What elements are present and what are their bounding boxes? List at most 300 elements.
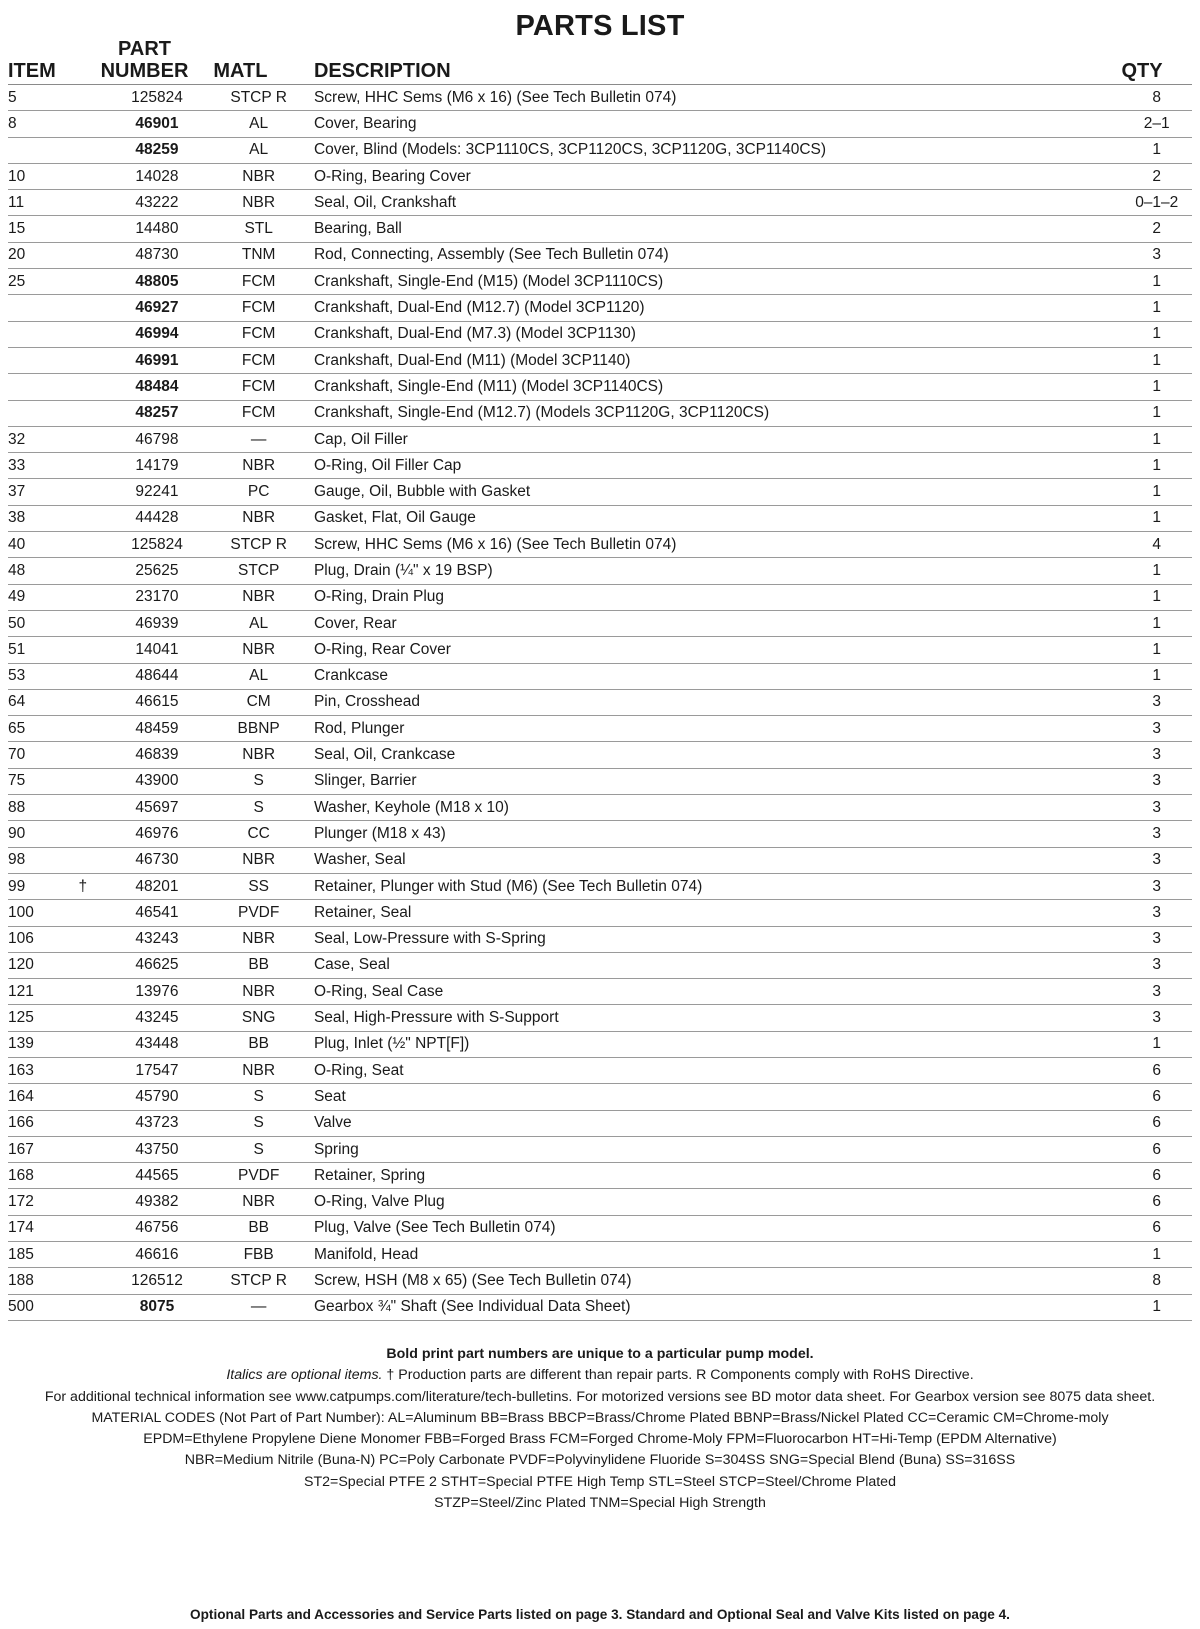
- cell-qty: 4: [1121, 532, 1192, 558]
- cell-material: BBNP: [213, 716, 304, 742]
- cell-part-number: 14179: [101, 453, 214, 479]
- table-row: [8, 1031, 1192, 1057]
- cell-material: FBB: [213, 1242, 304, 1268]
- table-row: [8, 1110, 1192, 1136]
- cell-production-mark: [78, 190, 100, 216]
- cell-description: Crankshaft, Single-End (M15) (Model 3CP1110CS): [304, 269, 1122, 295]
- cell-material: —: [213, 426, 304, 452]
- parts-table-body: [8, 85, 1192, 1321]
- cell-item: 90: [8, 821, 78, 847]
- cell-production-mark: [78, 1189, 100, 1215]
- cell-item: 98: [8, 847, 78, 873]
- cell-production-mark: [78, 900, 100, 926]
- cell-qty: 3: [1121, 821, 1192, 847]
- cell-description: Screw, HSH (M8 x 65) (See Tech Bulletin 074): [304, 1268, 1122, 1294]
- page-title: PARTS LIST: [515, 10, 685, 42]
- cell-qty: 3: [1121, 926, 1192, 952]
- cell-qty: 3: [1121, 979, 1192, 1005]
- cell-description: Gasket, Flat, Oil Gauge: [304, 505, 1122, 531]
- cell-description: Crankshaft, Dual-End (M11) (Model 3CP1140): [304, 347, 1122, 373]
- cell-description: Seat: [304, 1084, 1122, 1110]
- cell-material: S: [213, 1110, 304, 1136]
- cell-production-mark: [78, 584, 100, 610]
- cell-qty: 1: [1121, 400, 1192, 426]
- cell-production-mark: [78, 269, 100, 295]
- cell-qty: 3: [1121, 900, 1192, 926]
- table-row: [8, 374, 1192, 400]
- cell-production-mark: [78, 295, 100, 321]
- cell-production-mark: [78, 979, 100, 1005]
- cell-description: Cap, Oil Filler: [304, 426, 1122, 452]
- table-row: [8, 453, 1192, 479]
- cell-description: Crankshaft, Dual-End (M7.3) (Model 3CP1130): [304, 321, 1122, 347]
- cell-production-mark: †: [78, 873, 100, 899]
- cell-material: AL: [213, 663, 304, 689]
- cell-qty: 3: [1121, 847, 1192, 873]
- cell-item: 164: [8, 1084, 78, 1110]
- cell-material: BB: [213, 952, 304, 978]
- cell-qty: 6: [1121, 1110, 1192, 1136]
- cell-item: 185: [8, 1242, 78, 1268]
- table-row: [8, 742, 1192, 768]
- cell-production-mark: [78, 216, 100, 242]
- cell-qty: 1: [1121, 321, 1192, 347]
- table-row: [8, 532, 1192, 558]
- cell-production-mark: [78, 453, 100, 479]
- table-row: [8, 1163, 1192, 1189]
- cell-production-mark: [78, 242, 100, 268]
- cell-production-mark: [78, 1084, 100, 1110]
- cell-production-mark: [78, 111, 100, 137]
- cell-description: Retainer, Seal: [304, 900, 1122, 926]
- table-row: [8, 795, 1192, 821]
- header-matl: MATL: [213, 30, 304, 85]
- cell-qty: 2–1: [1121, 111, 1192, 137]
- cell-part-number: 125824: [101, 85, 214, 111]
- cell-part-number: 46616: [101, 1242, 214, 1268]
- cell-qty: 1: [1121, 610, 1192, 636]
- cell-description: Seal, Oil, Crankshaft: [304, 190, 1122, 216]
- table-row: [8, 479, 1192, 505]
- cell-item: 88: [8, 795, 78, 821]
- cell-description: Rod, Plunger: [304, 716, 1122, 742]
- cell-production-mark: [78, 1005, 100, 1031]
- cell-qty: 3: [1121, 795, 1192, 821]
- table-row: [8, 1136, 1192, 1162]
- cell-part-number: 8075: [101, 1294, 214, 1320]
- cell-part-number: 45790: [101, 1084, 214, 1110]
- cell-qty: 1: [1121, 295, 1192, 321]
- cell-description: Crankcase: [304, 663, 1122, 689]
- table-row: [8, 637, 1192, 663]
- cell-description: Cover, Blind (Models: 3CP1110CS, 3CP1120CS, 3CP1120G, 3CP1140CS): [304, 137, 1122, 163]
- table-row: [8, 873, 1192, 899]
- cell-production-mark: [78, 1294, 100, 1320]
- cell-description: Cover, Rear: [304, 610, 1122, 636]
- cell-qty: 1: [1121, 1242, 1192, 1268]
- cell-production-mark: [78, 137, 100, 163]
- production-note: † Production parts are different than repair parts. R Components comply with RoHS Directive.: [382, 1367, 974, 1384]
- cell-production-mark: [78, 1136, 100, 1162]
- cell-material: NBR: [213, 1189, 304, 1215]
- cell-description: Case, Seal: [304, 952, 1122, 978]
- cell-description: Valve: [304, 1110, 1122, 1136]
- cell-item: [8, 295, 78, 321]
- cell-material: FCM: [213, 269, 304, 295]
- cell-part-number: 46798: [101, 426, 214, 452]
- cell-material: CM: [213, 689, 304, 715]
- cell-description: Seal, Low-Pressure with S-Spring: [304, 926, 1122, 952]
- cell-qty: 3: [1121, 952, 1192, 978]
- cell-qty: 3: [1121, 242, 1192, 268]
- cell-item: 172: [8, 1189, 78, 1215]
- material-codes-line: STZP=Steel/Zinc Plated TNM=Special High Strength: [434, 1495, 766, 1512]
- table-header-row: [8, 30, 1192, 85]
- cell-material: STCP: [213, 558, 304, 584]
- cell-material: FCM: [213, 400, 304, 426]
- cell-material: NBR: [213, 453, 304, 479]
- cell-description: O-Ring, Rear Cover: [304, 637, 1122, 663]
- table-row: [8, 663, 1192, 689]
- table-row: [8, 1268, 1192, 1294]
- cell-qty: 2: [1121, 216, 1192, 242]
- cell-item: 5: [8, 85, 78, 111]
- cell-material: TNM: [213, 242, 304, 268]
- cell-material: AL: [213, 137, 304, 163]
- table-row: [8, 137, 1192, 163]
- cell-qty: 3: [1121, 873, 1192, 899]
- cell-part-number: 46991: [101, 347, 214, 373]
- cell-description: O-Ring, Bearing Cover: [304, 163, 1122, 189]
- table-row: [8, 689, 1192, 715]
- cell-part-number: 14480: [101, 216, 214, 242]
- cell-item: 500: [8, 1294, 78, 1320]
- cell-item: 11: [8, 190, 78, 216]
- cell-item: 25: [8, 269, 78, 295]
- cell-material: SS: [213, 873, 304, 899]
- cell-material: BB: [213, 1031, 304, 1057]
- cell-part-number: 46839: [101, 742, 214, 768]
- cell-production-mark: [78, 1268, 100, 1294]
- cell-qty: 3: [1121, 1005, 1192, 1031]
- cell-item: 48: [8, 558, 78, 584]
- cell-item: 32: [8, 426, 78, 452]
- table-row: [8, 1084, 1192, 1110]
- cell-item: [8, 321, 78, 347]
- table-row: [8, 85, 1192, 111]
- cell-material: FCM: [213, 374, 304, 400]
- cell-item: 174: [8, 1215, 78, 1241]
- cell-qty: 6: [1121, 1057, 1192, 1083]
- cell-description: Seal, Oil, Crankcase: [304, 742, 1122, 768]
- material-codes-line: ST2=Special PTFE 2 STHT=Special PTFE High Temp STL=Steel STCP=Steel/Chrome Plated: [304, 1473, 896, 1490]
- cell-part-number: 43448: [101, 1031, 214, 1057]
- cell-production-mark: [78, 1215, 100, 1241]
- cell-part-number: 46901: [101, 111, 214, 137]
- header-description: DESCRIPTION: [304, 30, 1122, 85]
- optional-note-line: [0, 1365, 1200, 1386]
- material-codes-line: MATERIAL CODES (Not Part of Part Number): AL=Aluminum BB=Brass BBCP=Brass/Chrome Plated BBNP=Brass/Nickel Plated CC=Ceramic CM=Chrome-moly: [91, 1409, 1109, 1426]
- cell-part-number: 48644: [101, 663, 214, 689]
- table-row: [8, 768, 1192, 794]
- header-mark: [78, 30, 100, 85]
- notes-section: [0, 1344, 1200, 1514]
- cell-production-mark: [78, 952, 100, 978]
- header-part-line1: PART: [118, 38, 171, 60]
- cell-production-mark: [78, 1057, 100, 1083]
- cell-material: SNG: [213, 1005, 304, 1031]
- cell-production-mark: [78, 926, 100, 952]
- cell-description: Spring: [304, 1136, 1122, 1162]
- cell-part-number: 14028: [101, 163, 214, 189]
- cell-material: STCP R: [213, 532, 304, 558]
- cell-material: NBR: [213, 505, 304, 531]
- cell-qty: 1: [1121, 453, 1192, 479]
- cell-item: 70: [8, 742, 78, 768]
- cell-part-number: 92241: [101, 479, 214, 505]
- cell-item: 8: [8, 111, 78, 137]
- cell-description: O-Ring, Valve Plug: [304, 1189, 1122, 1215]
- cell-material: NBR: [213, 926, 304, 952]
- cell-production-mark: [78, 663, 100, 689]
- table-row: [8, 295, 1192, 321]
- cell-part-number: 49382: [101, 1189, 214, 1215]
- cell-part-number: 43222: [101, 190, 214, 216]
- cell-qty: 6: [1121, 1189, 1192, 1215]
- cell-part-number: 46730: [101, 847, 214, 873]
- cell-description: Screw, HHC Sems (M6 x 16) (See Tech Bulletin 074): [304, 532, 1122, 558]
- cell-description: Plug, Valve (See Tech Bulletin 074): [304, 1215, 1122, 1241]
- cell-production-mark: [78, 321, 100, 347]
- cell-qty: 3: [1121, 689, 1192, 715]
- cell-part-number: 48730: [101, 242, 214, 268]
- cell-production-mark: [78, 374, 100, 400]
- cell-production-mark: [78, 768, 100, 794]
- cell-part-number: 46625: [101, 952, 214, 978]
- cell-qty: 1: [1121, 1294, 1192, 1320]
- cell-production-mark: [78, 716, 100, 742]
- cell-description: O-Ring, Oil Filler Cap: [304, 453, 1122, 479]
- cell-description: O-Ring, Seal Case: [304, 979, 1122, 1005]
- cell-material: NBR: [213, 584, 304, 610]
- cell-qty: 1: [1121, 426, 1192, 452]
- cell-part-number: 46615: [101, 689, 214, 715]
- cell-part-number: 25625: [101, 558, 214, 584]
- cell-item: [8, 347, 78, 373]
- cell-production-mark: [78, 400, 100, 426]
- cell-production-mark: [78, 347, 100, 373]
- table-row: [8, 979, 1192, 1005]
- cell-description: Washer, Seal: [304, 847, 1122, 873]
- cell-production-mark: [78, 795, 100, 821]
- additional-info-note: For additional technical information see www.catpumps.com/literature/tech-bulletins. For motorized versions see BD motor data sheet. For Gearbox version see 8075 data sheet.: [44, 1388, 1156, 1405]
- cell-production-mark: [78, 505, 100, 531]
- cell-description: Gearbox ¾" Shaft (See Individual Data Sheet): [304, 1294, 1122, 1320]
- cell-material: S: [213, 795, 304, 821]
- cell-material: FCM: [213, 295, 304, 321]
- cell-item: 163: [8, 1057, 78, 1083]
- cell-item: 106: [8, 926, 78, 952]
- header-part-number: [101, 30, 214, 85]
- cell-qty: 6: [1121, 1215, 1192, 1241]
- cell-item: 139: [8, 1031, 78, 1057]
- cell-description: O-Ring, Drain Plug: [304, 584, 1122, 610]
- cell-description: Manifold, Head: [304, 1242, 1122, 1268]
- cell-part-number: 43723: [101, 1110, 214, 1136]
- cell-material: STL: [213, 216, 304, 242]
- table-row: [8, 111, 1192, 137]
- cell-description: Gauge, Oil, Bubble with Gasket: [304, 479, 1122, 505]
- table-row: [8, 321, 1192, 347]
- table-row: [8, 400, 1192, 426]
- cell-description: O-Ring, Seat: [304, 1057, 1122, 1083]
- cell-item: 53: [8, 663, 78, 689]
- cell-material: NBR: [213, 190, 304, 216]
- cell-qty: 1: [1121, 269, 1192, 295]
- table-row: [8, 926, 1192, 952]
- cell-item: 38: [8, 505, 78, 531]
- cell-item: 50: [8, 610, 78, 636]
- cell-qty: 3: [1121, 742, 1192, 768]
- cell-part-number: 46756: [101, 1215, 214, 1241]
- cell-material: S: [213, 768, 304, 794]
- table-row: [8, 1189, 1192, 1215]
- cell-part-number: 17547: [101, 1057, 214, 1083]
- header-item: ITEM: [8, 30, 78, 85]
- table-row: [8, 584, 1192, 610]
- table-row: [8, 1242, 1192, 1268]
- cell-qty: 1: [1121, 137, 1192, 163]
- table-row: [8, 1215, 1192, 1241]
- cell-qty: 6: [1121, 1163, 1192, 1189]
- cell-part-number: 46994: [101, 321, 214, 347]
- cell-production-mark: [78, 426, 100, 452]
- table-row: [8, 847, 1192, 873]
- cell-production-mark: [78, 85, 100, 111]
- header-qty: QTY: [1121, 30, 1192, 85]
- cell-part-number: 46541: [101, 900, 214, 926]
- parts-table: [8, 30, 1192, 1321]
- cell-description: Plug, Drain (¼" x 19 BSP): [304, 558, 1122, 584]
- cell-item: 121: [8, 979, 78, 1005]
- table-row: [8, 347, 1192, 373]
- cell-part-number: 126512: [101, 1268, 214, 1294]
- cell-description: Crankshaft, Single-End (M12.7) (Models 3CP1120G, 3CP1120CS): [304, 400, 1122, 426]
- cell-material: PC: [213, 479, 304, 505]
- cell-item: 100: [8, 900, 78, 926]
- cell-part-number: 48484: [101, 374, 214, 400]
- cell-description: Screw, HHC Sems (M6 x 16) (See Tech Bulletin 074): [304, 85, 1122, 111]
- cell-qty: 8: [1121, 85, 1192, 111]
- cell-part-number: 48805: [101, 269, 214, 295]
- table-row: [8, 426, 1192, 452]
- header-part-line2: NUMBER: [100, 60, 189, 82]
- cell-production-mark: [78, 610, 100, 636]
- cell-qty: 3: [1121, 716, 1192, 742]
- page-footer: Optional Parts and Accessories and Service Parts listed on page 3. Standard and Optional Seal and Valve Kits listed on page 4.: [190, 1607, 1010, 1622]
- cell-item: 166: [8, 1110, 78, 1136]
- cell-production-mark: [78, 742, 100, 768]
- cell-item: 49: [8, 584, 78, 610]
- table-row: [8, 558, 1192, 584]
- cell-qty: 1: [1121, 479, 1192, 505]
- cell-item: 75: [8, 768, 78, 794]
- cell-production-mark: [78, 1031, 100, 1057]
- table-row: [8, 952, 1192, 978]
- cell-part-number: 48459: [101, 716, 214, 742]
- cell-description: Rod, Connecting, Assembly (See Tech Bulletin 074): [304, 242, 1122, 268]
- cell-part-number: 48201: [101, 873, 214, 899]
- table-row: [8, 716, 1192, 742]
- cell-part-number: 48259: [101, 137, 214, 163]
- cell-material: —: [213, 1294, 304, 1320]
- cell-part-number: 43750: [101, 1136, 214, 1162]
- cell-description: Retainer, Spring: [304, 1163, 1122, 1189]
- cell-part-number: 14041: [101, 637, 214, 663]
- cell-material: S: [213, 1084, 304, 1110]
- cell-item: 65: [8, 716, 78, 742]
- cell-part-number: 43900: [101, 768, 214, 794]
- cell-production-mark: [78, 847, 100, 873]
- cell-production-mark: [78, 821, 100, 847]
- cell-item: 188: [8, 1268, 78, 1294]
- cell-description: Plunger (M18 x 43): [304, 821, 1122, 847]
- material-codes-line: EPDM=Ethylene Propylene Diene Monomer FBB=Forged Brass FCM=Forged Chrome-Moly FPM=Fluorocarbon HT=Hi-Temp (EPDM Alternative): [143, 1431, 1057, 1448]
- cell-material: STCP R: [213, 85, 304, 111]
- cell-item: 40: [8, 532, 78, 558]
- cell-item: 15: [8, 216, 78, 242]
- cell-material: BB: [213, 1215, 304, 1241]
- cell-description: Retainer, Plunger with Stud (M6) (See Tech Bulletin 074): [304, 873, 1122, 899]
- cell-description: Plug, Inlet (½" NPT[F]): [304, 1031, 1122, 1057]
- table-row: [8, 190, 1192, 216]
- cell-material: NBR: [213, 847, 304, 873]
- cell-production-mark: [78, 1242, 100, 1268]
- cell-description: Washer, Keyhole (M18 x 10): [304, 795, 1122, 821]
- cell-production-mark: [78, 1110, 100, 1136]
- cell-qty: 2: [1121, 163, 1192, 189]
- cell-item: [8, 374, 78, 400]
- cell-item: 168: [8, 1163, 78, 1189]
- cell-part-number: 43243: [101, 926, 214, 952]
- cell-qty: 1: [1121, 584, 1192, 610]
- table-row: [8, 242, 1192, 268]
- cell-part-number: 43245: [101, 1005, 214, 1031]
- cell-part-number: 44565: [101, 1163, 214, 1189]
- cell-description: Slinger, Barrier: [304, 768, 1122, 794]
- cell-item: 99: [8, 873, 78, 899]
- cell-qty: 8: [1121, 1268, 1192, 1294]
- cell-qty: 1: [1121, 663, 1192, 689]
- cell-qty: 1: [1121, 374, 1192, 400]
- cell-material: FCM: [213, 347, 304, 373]
- cell-description: Cover, Bearing: [304, 111, 1122, 137]
- cell-part-number: 125824: [101, 532, 214, 558]
- cell-material: FCM: [213, 321, 304, 347]
- cell-item: 120: [8, 952, 78, 978]
- cell-item: 167: [8, 1136, 78, 1162]
- cell-material: NBR: [213, 637, 304, 663]
- bold-note: Bold print part numbers are unique to a particular pump model.: [386, 1346, 814, 1362]
- cell-material: NBR: [213, 979, 304, 1005]
- table-row: [8, 1005, 1192, 1031]
- cell-item: [8, 400, 78, 426]
- cell-production-mark: [78, 1163, 100, 1189]
- cell-item: 64: [8, 689, 78, 715]
- cell-qty: 0–1–2: [1121, 190, 1192, 216]
- cell-item: 51: [8, 637, 78, 663]
- cell-material: NBR: [213, 163, 304, 189]
